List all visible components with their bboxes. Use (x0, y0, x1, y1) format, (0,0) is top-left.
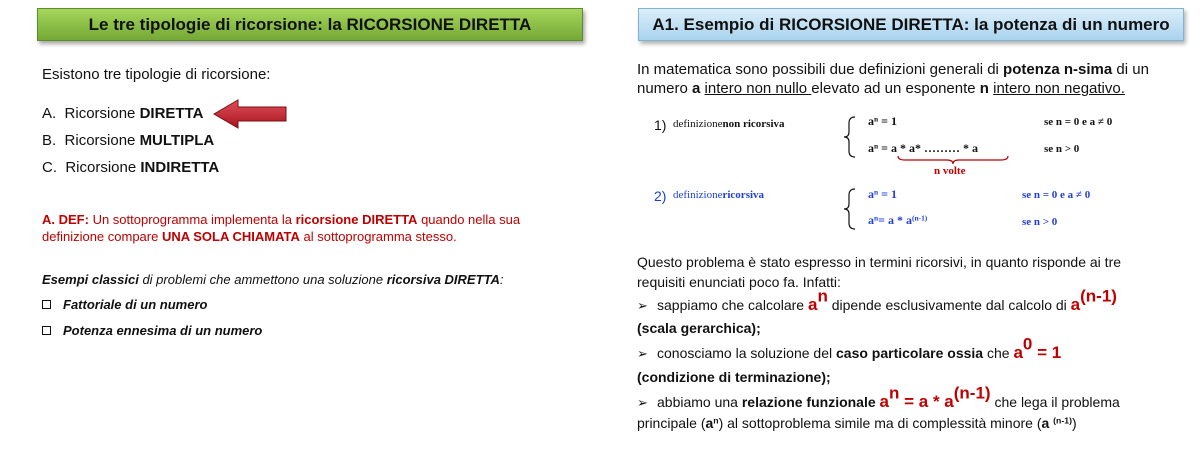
formula-rhs: = 1 (878, 114, 897, 128)
type-bold: DIRETTA (139, 105, 204, 122)
bullet-3 (637, 383, 1120, 412)
def2-label (673, 189, 764, 201)
bullet-3-line2 (637, 414, 1077, 432)
brace-left-icon (843, 116, 857, 158)
bullet-text: ) al sottoproblema simile ma di complessità minore ( (718, 415, 1042, 431)
intro-underline: intero non nullo (704, 80, 812, 97)
formula-var: a (868, 114, 874, 128)
def1-number: 1) (654, 117, 667, 133)
bullet-text: dipende esclusivamente dal calcolo di (827, 297, 1071, 313)
type-label: Ricorsione (64, 105, 140, 122)
def1-label (673, 118, 785, 130)
def2-row2 (868, 213, 927, 228)
formula-var: a (1013, 343, 1023, 362)
def2-row1-cond: se n = 0 e a ≠ 0 (1022, 189, 1091, 201)
def2-label-b: ricorsiva (722, 189, 765, 201)
type-letter: A. (42, 105, 57, 122)
formula-sup: 0 (1022, 334, 1033, 354)
formula-var: a (868, 187, 874, 201)
type-letter: B. (42, 132, 57, 149)
example-item (42, 322, 262, 339)
type-item-a (42, 104, 203, 123)
definition-text: Un sottoprogramma implementa la (88, 212, 296, 227)
formula-sup: (n-1) (953, 383, 991, 403)
def2-label-a: definizione (673, 189, 723, 201)
definition-bold: ricorsione DIRETTA (295, 212, 418, 227)
left-intro: Esistono tre tipologie di ricorsione: (42, 66, 271, 83)
definition-text: al sottoprogramma stesso. (299, 229, 457, 244)
bullet-text: principale ( (637, 415, 706, 431)
example-label: Potenza ennesima di un numero (63, 323, 263, 338)
brace-left-icon (843, 188, 857, 230)
type-item-b (42, 131, 214, 150)
type-bold: MULTIPLA (139, 132, 215, 149)
left-slide-title: Le tre tipologie di ricorsione: la RICORSIONE DIRETTA (37, 8, 583, 41)
bullet-text: ) (1071, 415, 1077, 431)
def1-row1 (868, 114, 897, 129)
formula-var: a (1041, 415, 1054, 431)
arrow-bullet-icon: ➢ (637, 346, 648, 361)
intro-bold: potenza n-sima (1003, 61, 1113, 78)
formula-var: a (879, 392, 890, 411)
right-slide-title: A1. Esempio di RICORSIONE DIRETTA: la potenza di un numero (638, 8, 1184, 41)
type-bold: INDIRETTA (140, 159, 220, 176)
bullet-bold: caso particolare ossia (836, 345, 984, 361)
bullet-1 (637, 286, 1117, 315)
formula-var: a (868, 141, 874, 155)
formula-var: a (807, 295, 818, 314)
def2-row2-cond: se n > 0 (1022, 216, 1058, 228)
type-letter: C. (42, 159, 57, 176)
formula-rhs: = 1 (878, 187, 897, 201)
checkbox-square-icon (42, 300, 51, 309)
type-label: Ricorsione (65, 159, 141, 176)
def2-row1 (868, 187, 897, 202)
type-item-c (42, 158, 219, 177)
formula-rhs: = 1 (1032, 343, 1062, 362)
example-label: Fattoriale di un numero (63, 297, 208, 312)
formula-sup: n (713, 415, 719, 426)
bullet-bold: relazione funzionale (741, 394, 876, 410)
definition-text: definizione compare (42, 229, 162, 244)
arrow-left-icon (212, 97, 292, 131)
intro-text: In matematica sono possibili due definizioni generali di (637, 61, 1004, 78)
example-item (42, 296, 207, 313)
explanation-line1: Questo problema è stato espresso in termini ricorsivi, in quanto risponde ai tre (637, 254, 1122, 270)
def1-row2 (868, 141, 978, 156)
formula-sup: (n-1) (911, 213, 928, 223)
arrow-bullet-icon: ➢ (637, 395, 648, 410)
formula-var: a (1070, 295, 1081, 314)
underbrace-icon (897, 155, 1009, 165)
formula-sup: n (874, 187, 879, 197)
def1-label-a: definizione (673, 118, 723, 130)
examples-text: di problemi che ammettono una soluzione (138, 272, 387, 287)
definition-label: A. DEF: (42, 212, 89, 227)
bullet-text: sappiamo che calcolare (657, 297, 808, 313)
def2-number: 2) (654, 188, 667, 204)
bullet-text: abbiamo una (657, 394, 742, 410)
bullet-text: conosciamo la soluzione del (657, 345, 836, 361)
def1-label-b: non ricorsiva (722, 118, 785, 130)
formula-sup: (n-1) (1053, 415, 1072, 426)
checkbox-square-icon (42, 326, 51, 335)
arrow-bullet-icon: ➢ (637, 298, 648, 313)
explanation-line2: requisiti enunciati poco fa. Infatti: (637, 274, 841, 290)
definition-bold: UNA SOLA CHIAMATA (161, 229, 300, 244)
formula-sup: (n-1) (1080, 286, 1117, 306)
formula-sup: n (874, 114, 879, 124)
formula-sup: n (874, 141, 879, 151)
bullet-text: che lega il problema (990, 394, 1120, 410)
brace-label: n volte (934, 165, 966, 177)
definition-text: quando nella sua (417, 212, 521, 227)
formula-rhs: = a * a* ……… * a (878, 141, 978, 155)
definition-block (42, 211, 520, 245)
bullet-2-note: (condizione di terminazione); (637, 369, 831, 385)
intro-bold: a (692, 80, 701, 97)
intro-underline: intero non negativo. (993, 80, 1125, 97)
formula-sup: n (889, 383, 900, 403)
formula-var: a (705, 415, 714, 431)
bullet-text: che (983, 345, 1014, 361)
formula-rhs: = a * a (899, 392, 954, 411)
bullet-2 (637, 334, 1062, 363)
formula-sup: n (817, 286, 828, 306)
examples-text: : (499, 272, 504, 287)
formula-sup: n (874, 213, 879, 223)
intro-text: elevato ad un esponente (811, 80, 980, 97)
type-label: Ricorsione (64, 132, 140, 149)
intro-text: di un (1112, 61, 1149, 78)
intro-bold: n (979, 80, 989, 97)
def1-row1-cond: se n = 0 e a ≠ 0 (1044, 116, 1113, 128)
examples-heading (42, 271, 504, 288)
intro-text: numero (637, 80, 693, 97)
examples-bold: Esempi classici (42, 272, 139, 287)
def1-row2-cond: se n > 0 (1044, 143, 1080, 155)
formula-rhs: = a * a (878, 213, 912, 227)
formula-var: a (868, 213, 874, 227)
bullet-1-note: (scala gerarchica); (637, 320, 761, 336)
right-intro (637, 60, 1149, 98)
examples-bold: ricorsiva DIRETTA (386, 272, 500, 287)
